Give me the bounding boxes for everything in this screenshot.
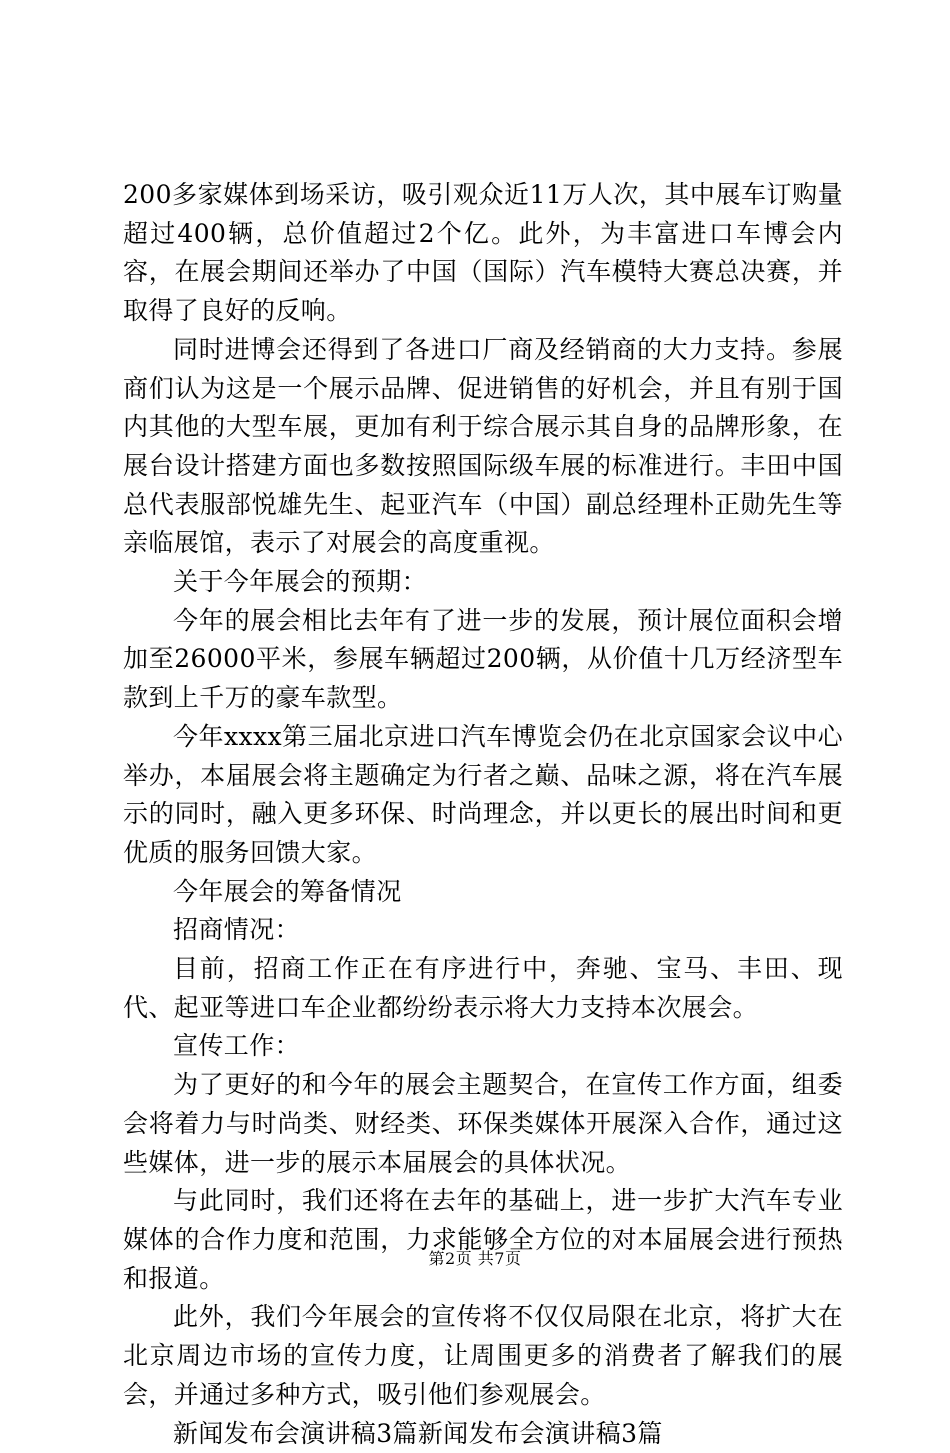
paragraph: 宣传工作： [123,1027,843,1066]
paragraph: 今年的展会相比去年有了进一步的发展，预计展位面积会增加至26000平米，参展车辆超过200辆，从价值十几万经济型车款到上千万的豪车款型。 [123,602,843,718]
paragraph: 目前，招商工作正在有序进行中，奔驰、宝马、丰田、现代、起亚等进口车企业都纷纷表示将大力支持本次展会。 [123,950,843,1027]
paragraph: 为了更好的和今年的展会主题契合，在宣传工作方面，组委会将着力与时尚类、财经类、环保类媒体开展深入合作，通过这些媒体，进一步的展示本届展会的具体状况。 [123,1066,843,1182]
paragraph: 此外，我们今年展会的宣传将不仅仅局限在北京，将扩大在北京周边市场的宣传力度，让周围更多的消费者了解我们的展会，并通过多种方式，吸引他们参观展会。 [123,1298,843,1414]
page-number: 第2页 共7页 [429,1249,522,1268]
paragraph: 今年xxxx第三届北京进口汽车博览会仍在北京国家会议中心举办，本届展会将主题确定为行者之巅、品味之源，将在汽车展示的同时，融入更多环保、时尚理念，并以更长的展出时间和更优质的服务回馈大家。 [123,718,843,873]
paragraph: 今年展会的筹备情况 [123,873,843,912]
page-footer [0,1249,950,1269]
paragraph: 关于今年展会的预期： [123,563,843,602]
paragraph: 新闻发布会演讲稿3篇新闻发布会演讲稿3篇 [123,1415,843,1453]
paragraph: 同时进博会还得到了各进口厂商及经销商的大力支持。参展商们认为这是一个展示品牌、促进销售的好机会，并且有别于国内其他的大型车展，更加有利于综合展示其自身的品牌形象，在展台设计搭建方面也多数按照国际级车展的标准进行。丰田中国总代表服部悦雄先生、起亚汽车（中国）副总经理朴正勋先生等亲临展馆，表示了对展会的高度重视。 [123,331,843,563]
paragraph: 招商情况： [123,911,843,950]
paragraph: 与此同时，我们还将在去年的基础上，进一步扩大汽车专业媒体的合作力度和范围，力求能够全方位的对本届展会进行预热和报道。 [123,1182,843,1298]
paragraph: 200多家媒体到场采访，吸引观众近11万人次，其中展车订购量超过400辆，总价值超过2个亿。此外，为丰富进口车博会内容，在展会期间还举办了中国（国际）汽车模特大赛总决赛，并取得了良好的反响。 [123,176,843,331]
